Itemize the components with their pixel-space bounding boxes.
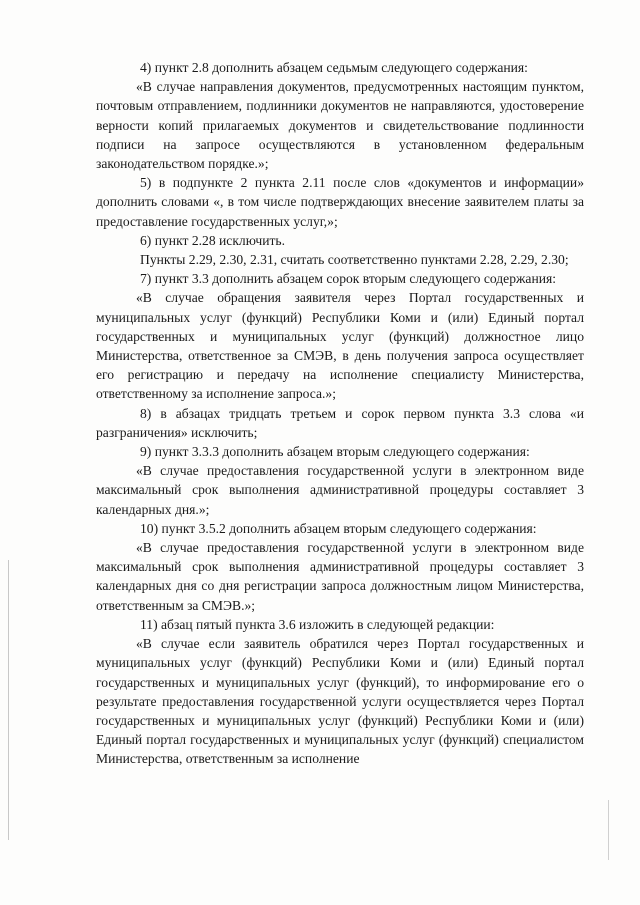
- quote-item-7: «В случае обращения заявителя через Портал государственных и муниципальных услуг (функций) Республики Коми и (или) Единый портал государственных и муниципальных услуг (функций) должностное лицо Министерства, ответственное за СМЭВ, в день получения запроса осуществляет его регистрацию и передачу на исполнение специалисту Министерства, ответственному за исполнение запроса.»;: [96, 290, 584, 402]
- quote-item-9: «В случае предоставления государственной услуги в электронном виде максимальный срок выполнения административной процедуры составляет 3 календарных дня.»;: [96, 463, 584, 517]
- scan-edge-right: [608, 800, 609, 860]
- paragraph-item-6: 6) пункт 2.28 исключить.: [140, 232, 286, 248]
- paragraph-item-8: 8) в абзацах тридцать третьем и сорок первом пункта 3.3 слова «и разграничения» исключить;: [96, 405, 584, 440]
- quote-item-10: «В случае предоставления государственной услуги в электронном виде максимальный срок выполнения административной процедуры составляет 3 календарных дня со дня регистрации запроса должностным лицом Министерства, ответственным за СМЭВ.»;: [96, 540, 584, 613]
- quote-item-4: «В случае направления документов, предусмотренных настоящим пунктом, почтовым отправлением, подлинники документов не направляются, удостоверение верности копий прилагаемых документов и свидетельствование подлинности подписи на запросе осуществляются в установленном федеральным законодательством порядке.»;: [96, 79, 584, 172]
- paragraph-item-9: 9) пункт 3.3.3 дополнить абзацем вторым следующего содержания:: [140, 444, 530, 460]
- paragraph-item-7: 7) пункт 3.3 дополнить абзацем сорок вторым следующего содержания:: [140, 271, 557, 287]
- paragraph-item-10: 10) пункт 3.5.2 дополнить абзацем вторым следующего содержания:: [140, 520, 537, 536]
- scan-edge-left: [8, 560, 9, 840]
- paragraph-renumbering: Пункты 2.29, 2.30, 2.31, считать соответственно пунктами 2.28, 2.29, 2.30;: [140, 252, 569, 268]
- paragraph-item-11: 11) абзац пятый пункта 3.6 изложить в следующей редакции:: [140, 616, 495, 632]
- document-body: [96, 58, 584, 769]
- paragraph-item-4: 4) пункт 2.8 дополнить абзацем седьмым следующего содержания:: [140, 60, 528, 75]
- paragraph-item-5: 5) в подпункте 2 пункта 2.11 после слов «документов и информации» дополнить словами «, в том числе подтверждающих внесение заявителем платы за предоставление государственных услуг,»;: [96, 175, 584, 229]
- quote-item-11: «В случае если заявитель обратился через Портал государственных и муниципальных услуг (функций) Республики Коми и (или) Единый портал государственных и муниципальных услуг (функций), то информирование его о результате предоставления государственной услуги осуществляется через Портал государственных и муниципальных услуг (функций) Республики Коми и (или) Единый портал государственных и муниципальных услуг (функций) специалистом Министерства, ответственным за исполнение: [96, 636, 584, 767]
